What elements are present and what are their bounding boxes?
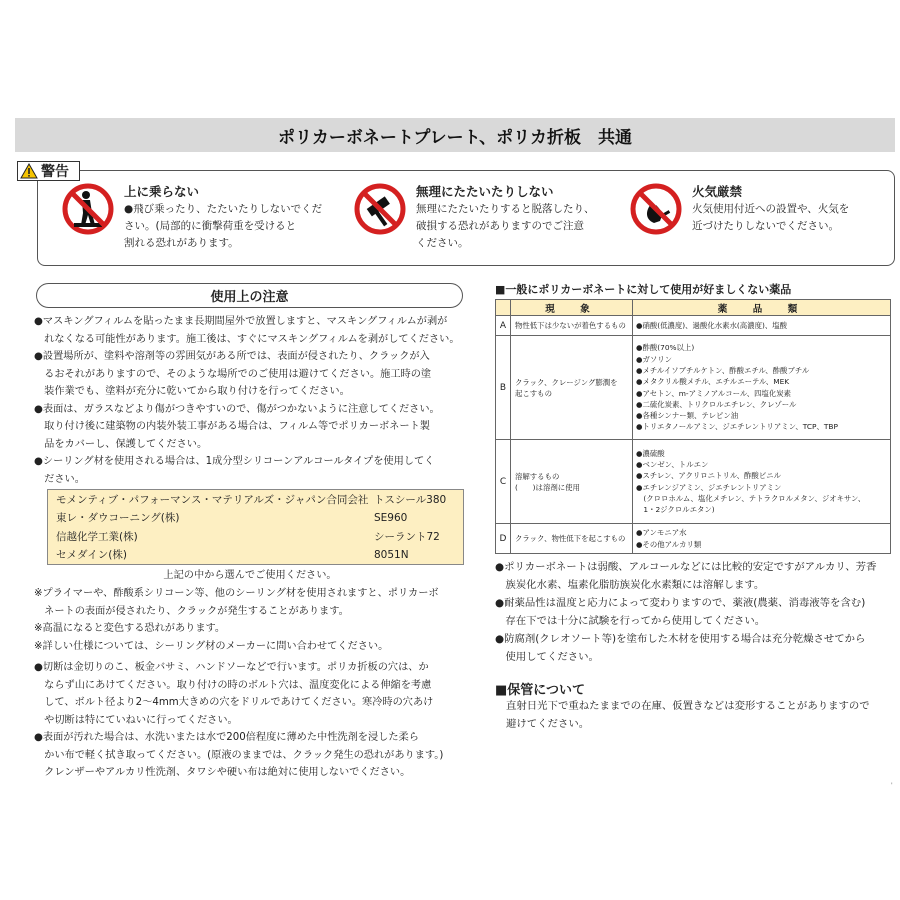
no-stepping-icon (62, 183, 114, 235)
sealant-maker: 東レ・ダウコーニング(株) (56, 512, 180, 525)
sealant-maker: モメンティブ・パフォーマンス・マテリアルズ・ジャパン合同会社 (56, 493, 369, 506)
usage-line: 装作業でも、塗料が充分に乾いてから取り付けを行ってください。 (34, 386, 350, 397)
chemical-line: ●二硫化炭素、トリクロルエチレン、クレゾール (636, 399, 797, 409)
warning-line: 破損する恐れがありますのでご注意 (416, 220, 584, 232)
chemicals-heading: ■一般にポリカーボネートに対して使用が好ましくない薬品 (495, 283, 792, 296)
usage-line: ならず山にあけてください。取り付けの時のボルト穴は、温度変化による伸縮を考慮 (34, 679, 432, 691)
row-phenomenon (511, 336, 633, 440)
usage-line: 取り付け後に建築物の内装外装工事がある場合は、フィルム等でポリカーボネート製 (34, 421, 430, 432)
warning-title: 上に乗らない (124, 184, 200, 199)
sealant-maker: セメダイン(株) (56, 549, 127, 562)
usage-bullets (34, 313, 466, 488)
phenomenon-line: 物性低下は少ないが着色するもの (515, 321, 626, 330)
row-phenomenon (511, 524, 633, 554)
row-chemicals (633, 316, 891, 336)
usage-line: ●設置場所が、塗料や溶剤等の雰囲気がある所では、表面が侵されたり、クラックが入 (34, 351, 430, 362)
usage-line: ●切断は金切りのこ、板金バサミ、ハンドソーなどで行います。ポリカ折板の穴は、か (34, 662, 429, 673)
sealant-note: 上記の中から選んでご使用ください。 (163, 570, 337, 581)
usage-line: ださい。 (34, 473, 85, 485)
chemical-line: ●その他アルカリ類 (636, 539, 702, 549)
phenomenon-line: 溶解するもの (515, 471, 560, 481)
usage-bullets-2 (34, 659, 466, 782)
usage-line: 品をカバーし、保護してください。 (34, 438, 208, 450)
chemical-line: 1・2ジクロルエタン) (636, 505, 715, 515)
usage-line: れなくなる可能性があります。施工後は、すぐにマスキングフィルムを剥がしてください。 (34, 333, 460, 345)
sealant-table (47, 489, 464, 565)
chemicals-table (495, 299, 891, 554)
row-letter: A (496, 316, 511, 336)
storage-heading: ■保管について (495, 683, 586, 698)
warning-title: 火気厳禁 (692, 184, 743, 199)
chemicals-row-b (496, 336, 891, 440)
warning-label-text: 警告 (41, 164, 69, 180)
phenomenon-header: 現 象 (511, 300, 633, 316)
row-phenomenon (511, 440, 633, 524)
chemical-line: ●スチレン、アクリロニトリル、酢酸ビニル (636, 471, 781, 481)
chemicals-notes (495, 558, 895, 666)
sealant-product: 8051N (374, 548, 409, 561)
sealant-row (48, 546, 463, 565)
usage-line: かい布で軽く拭き取ってください。(原液のままでは、クラック発生の恐れがあります。) (34, 749, 444, 761)
usage-line: ●表面は、ガラスなどより傷がつきやすいので、傷がつかないように注意してください。 (34, 403, 440, 415)
chemical-line: ●ガソリン (636, 354, 673, 364)
chemicals-row-a (496, 316, 891, 336)
warning-line: 近づけたりしないでください。 (692, 220, 839, 232)
chemicals-note-line: ●ポリカーボネートは弱酸、アルコールなどには比較的安定ですがアルカリ、芳香 (495, 561, 877, 573)
row-letter: C (496, 440, 511, 524)
chemical-line: ●酢酸(70%以上) (636, 343, 695, 353)
letter-header (496, 300, 511, 316)
warning-label (17, 161, 80, 181)
note-line: ※詳しい仕様については、シーリング材のメーカーに問い合わせてください。 (34, 640, 389, 652)
chemicals-note-line: ●防腐剤(クレオソート等)を塗布した木材を使用する場合は充分乾燥させてから (495, 633, 866, 645)
warning-line: 割れる恐れがあります。 (124, 237, 239, 249)
sealant-product: トスシール380 (374, 493, 447, 506)
warning-triangle-icon (20, 163, 38, 179)
note-line: ※プライマーや、酢酸系シリコーン等、他のシーリング材を使用されますと、ポリカーボ (34, 588, 439, 599)
usage-heading: 使用上の注意 (36, 283, 463, 308)
row-phenomenon (511, 316, 633, 336)
sealant-product: シーラント72 (374, 530, 440, 543)
chemical-line: ●ベンゼン、トルエン (636, 459, 709, 469)
stray-mark: ' (891, 782, 893, 789)
warning-title: 無理にたたいたりしない (416, 184, 554, 199)
row-chemicals (633, 524, 891, 554)
chemical-line: (クロロホルム、塩化メチレン、テトラクロルメタン、ジオキサン、 (636, 493, 866, 503)
chemical-line: ●メタクリル酸メチル、エチルエーテル、MEK (636, 377, 790, 387)
sealant-row (48, 490, 463, 509)
phenomenon-line: ( )は溶剤に使用 (515, 482, 580, 492)
usage-line: るおそれがありますので、そのような場所でのご使用は避けてください。施工時の塗 (34, 368, 432, 380)
chemical-line: ●メチルイソブチルケトン、酢酸エチル、酢酸ブチル (636, 365, 810, 375)
chemical-line: ●硝酸(低濃度)、過酸化水素水(高濃度)、塩酸 (636, 320, 788, 330)
warning-no-hammering (354, 183, 595, 252)
usage-line: クレンザーやアルカリ性洗剤、タワシや硬い布は絶対に使用しないでください。 (34, 767, 411, 778)
usage-line: して、ボルト径より2～4mm大きめの穴をドリルであけてください。寒冷時の穴あけ (34, 697, 434, 708)
storage-line: 直射日光下で重ねたままでの在庫、仮置きなどは変形することがありますので (506, 700, 870, 712)
row-letter: B (496, 336, 511, 440)
warning-no-fire (630, 183, 849, 235)
warning-line: ●飛び乗ったり、たたいたりしないでくだ (124, 203, 323, 215)
usage-line: や切断は特にていねいに行ってください。 (34, 714, 238, 726)
chemicals-row-c (496, 440, 891, 524)
row-chemicals (633, 440, 891, 524)
chemicals-header-row (496, 300, 891, 316)
storage-text (506, 697, 898, 733)
chemical-line: ●エチレンジアミン、ジエチレントリアミン (636, 482, 782, 492)
phenomenon-line: 起こすもの (515, 388, 552, 398)
warning-no-stepping (62, 183, 322, 252)
row-letter: D (496, 524, 511, 554)
note-line: ネートの表面が侵されたり、クラックが発生することがあります。 (34, 605, 349, 617)
phenomenon-line: クラック、物性低下を起こすもの (515, 534, 626, 543)
usage-line: ●シーリング材を使用される場合は、1成分型シリコーンアルコールタイプを使用してく (34, 456, 435, 467)
warning-line: 無理にたたいたりすると脱落したり、 (416, 203, 595, 215)
sealant-row (48, 509, 463, 528)
notes (34, 585, 466, 655)
sealant-product: SE960 (374, 511, 408, 524)
chemicals-header: 薬 品 類 (633, 300, 891, 316)
warning-line: ください。 (416, 237, 469, 249)
no-fire-icon (630, 183, 682, 235)
page-title: ポリカーボネートプレート、ポリカ折板 共通 (15, 118, 895, 152)
chemicals-note-line: ●耐薬品性は温度と応力によって変わりますので、薬液(農薬、消毒液等を含む) (495, 597, 866, 609)
usage-line: ●マスキングフィルムを貼ったまま長期間屋外で放置しますと、マスキングフィルムが剥が (34, 316, 448, 327)
phenomenon-line: クラック、クレージング膨潤を (515, 377, 618, 387)
chemical-line: ●トリエタノールアミン、ジエチレントリアミン、TCP、TBP (636, 422, 838, 432)
chemical-line: ●アセトン、m-アミノアルコール、四塩化炭素 (636, 388, 792, 398)
chemicals-note-line: 族炭化水素、塩素化脂肪族炭化水素類には溶解します。 (495, 579, 765, 591)
chemical-line: ●各種シンナー類、テレピン油 (636, 411, 739, 421)
warning-line: さい。(局部的に衝撃荷重を受けると (124, 220, 297, 232)
warning-line: 火気使用付近への設置や、火気を (692, 203, 850, 215)
usage-line: ●表面が汚れた場合は、水洗いまたは水で200倍程度に薄めた中性洗剤を浸した柔ら (34, 732, 419, 743)
row-chemicals (633, 336, 891, 440)
note-line: ※高温になると変色する恐れがあります。 (34, 623, 226, 634)
sealant-maker: 信越化学工業(株) (56, 530, 138, 543)
chemical-line: ●アンモニア水 (636, 528, 687, 538)
chemicals-note-line: 使用してください。 (495, 651, 599, 663)
chemical-line: ●濃硫酸 (636, 448, 665, 458)
storage-line: 避けてください。 (506, 718, 590, 730)
chemicals-note-line: 存在下では十分に試験を行ってから使用してください。 (495, 615, 766, 627)
sealant-row (48, 527, 463, 546)
chemicals-row-d (496, 524, 891, 554)
no-hammering-icon (354, 183, 406, 235)
